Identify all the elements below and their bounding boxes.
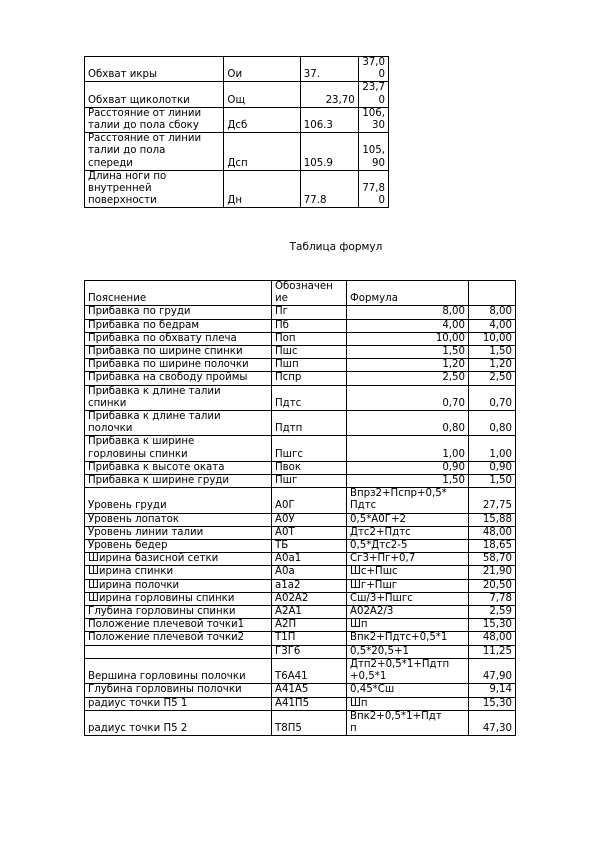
formula-row [85,592,516,605]
formula-row-formula: Впк2+Пдтс+0,5*1 [347,632,469,645]
formula-row-value: 0,70 [469,385,516,410]
formula-row [85,319,516,332]
formula-row [85,475,516,488]
measurement-label: Расстояние от линии талии до пола сбоку [85,107,224,132]
formula-row-symbol: Т1П [272,632,347,645]
formula-row-label [85,645,272,658]
measurement-symbol: Дн [224,170,300,208]
header-symbol: Обозначен ие [272,281,347,306]
measurement-row [85,57,389,82]
measurement-row [85,107,389,132]
measurement-value: 23,70 [300,82,358,107]
formula-row-value: 15,30 [469,619,516,632]
formula-row-label: Ширина полочки [85,579,272,592]
formula-row-label: Прибавка по ширине полочки [85,359,272,372]
formula-row [85,411,516,436]
formula-row-value: 58,70 [469,553,516,566]
formula-row-formula: 0,80 [347,411,469,436]
formula-row-formula: 8,00 [347,306,469,319]
formula-row-value: 48,00 [469,526,516,539]
formula-row-symbol: Т6А41 [272,658,347,683]
measurement-row [85,133,389,171]
header-value [469,281,516,306]
formula-row-value: 4,00 [469,319,516,332]
formula-row [85,461,516,474]
formula-row-label: Прибавка по груди [85,306,272,319]
formula-row-symbol: А0У [272,513,347,526]
formula-row-value: 20,50 [469,579,516,592]
formula-row-label: Прибавка к ширине горловины спинки [85,436,272,461]
formula-row-label: Прибавка к длине талии спинки [85,385,272,410]
formula-row-value: 2,59 [469,606,516,619]
formula-row-value: 21,90 [469,566,516,579]
formula-row-symbol: Пдтс [272,385,347,410]
formula-row-value: 10,00 [469,332,516,345]
formula-row-label: Вершина горловины полочки [85,658,272,683]
formula-row-value: 47,30 [469,710,516,735]
formula-row-formula: Шп [347,697,469,710]
formula-row-symbol: Пшг [272,475,347,488]
formula-row-formula: 10,00 [347,332,469,345]
header-formula: Формула [347,281,469,306]
formula-row-formula: 0,70 [347,385,469,410]
formula-row-label: Прибавка по ширине спинки [85,346,272,359]
formula-row [85,346,516,359]
formula-row-label: Ширина спинки [85,566,272,579]
formula-row-label: Ширина горловины спинки [85,592,272,605]
formula-row-value: 15,30 [469,697,516,710]
measurements-table [84,56,389,208]
formula-row-label: Ширина базисной сетки [85,553,272,566]
formula-row-symbol: а1а2 [272,579,347,592]
formula-row-value: 1,00 [469,436,516,461]
measurement-value-2: 23,7 0 [358,82,388,107]
formula-row-label: Прибавка к ширине груди [85,475,272,488]
formula-row [85,540,516,553]
measurement-value-2: 77,8 0 [358,170,388,208]
formula-row-symbol: Т8П5 [272,710,347,735]
formula-row-symbol: Поп [272,332,347,345]
formula-row-formula: Сг3+Пг+0,7 [347,553,469,566]
measurement-symbol: Ои [224,57,300,82]
measurement-value-2: 106, 30 [358,107,388,132]
formula-row-value: 1,50 [469,475,516,488]
formula-row-formula: 0,5*20,5+1 [347,645,469,658]
formula-row [85,513,516,526]
formula-row-formula: 1,20 [347,359,469,372]
formula-row-symbol: А41П5 [272,697,347,710]
formula-row-label: Положение плечевой точки2 [85,632,272,645]
formula-row [85,306,516,319]
formula-row [85,385,516,410]
measurement-value: 106.3 [300,107,358,132]
formula-row-formula: 1,50 [347,346,469,359]
formula-table [84,280,516,736]
formula-row-symbol: Пшгс [272,436,347,461]
measurement-label: Обхват икры [85,57,224,82]
formula-row-symbol: А2П [272,619,347,632]
measurement-value-2: 105, 90 [358,133,388,171]
formula-row-value: 47,90 [469,658,516,683]
formula-row-value: 0,90 [469,461,516,474]
formula-row-value: 9,14 [469,684,516,697]
measurement-value: 77.8 [300,170,358,208]
formula-row-label: Прибавка по обхвату плеча [85,332,272,345]
formula-row [85,632,516,645]
formula-row-formula: 0,45*Сш [347,684,469,697]
formula-row-value: 15,88 [469,513,516,526]
formula-row-value: 8,00 [469,306,516,319]
formula-row-value: 48,00 [469,632,516,645]
formula-row-value: 11,25 [469,645,516,658]
formula-row-formula: Впрз2+Пспр+0,5* Пдтс [347,488,469,513]
formula-row [85,579,516,592]
formula-row-label: Прибавка к длине талии полочки [85,411,272,436]
formula-row [85,553,516,566]
formula-row [85,645,516,658]
formula-row [85,332,516,345]
formula-row-label: Уровень линии талии [85,526,272,539]
formula-row-value: 27,75 [469,488,516,513]
measurement-row [85,82,389,107]
formula-row-label: Прибавка к высоте оката [85,461,272,474]
formula-row-symbol: А2А1 [272,606,347,619]
formula-row-formula: Впк2+0,5*1+Пдт п [347,710,469,735]
measurement-value-2: 37,0 0 [358,57,388,82]
measurement-value: 105.9 [300,133,358,171]
formula-row-formula: 0,5*Дтс2-5 [347,540,469,553]
formula-row-value: 1,50 [469,346,516,359]
formula-row [85,710,516,735]
formula-row-formula: Дтс2+Пдтс [347,526,469,539]
formula-row-formula: 1,00 [347,436,469,461]
formula-row-symbol: Пспр [272,372,347,385]
measurement-row [85,170,389,208]
formula-row-label: Уровень груди [85,488,272,513]
formula-row-symbol: Пшс [272,346,347,359]
formula-row-symbol: Пшп [272,359,347,372]
formula-row-value: 2,50 [469,372,516,385]
formula-row-label: Прибавка на свободу проймы [85,372,272,385]
formula-row-symbol: Г3Г6 [272,645,347,658]
formula-row-symbol: Пб [272,319,347,332]
formula-table-caption: Таблица формул [289,241,383,253]
formula-row-formula: Шс+Пшс [347,566,469,579]
formula-row [85,359,516,372]
formula-row-symbol: ТБ [272,540,347,553]
formula-row [85,697,516,710]
formula-row [85,619,516,632]
measurement-label: Обхват щиколотки [85,82,224,107]
formula-row-formula: Шг+Пшг [347,579,469,592]
formula-row-symbol: Пдтп [272,411,347,436]
formula-row-label: Глубина горловины спинки [85,606,272,619]
formula-row-formula: А02А2/3 [347,606,469,619]
formula-row-formula: 0,5*А0Г+2 [347,513,469,526]
formula-row-formula: Дтп2+0,5*1+Пдтп +0,5*1 [347,658,469,683]
formula-row [85,488,516,513]
formula-row-value: 0,80 [469,411,516,436]
formula-row-label: Глубина горловины полочки [85,684,272,697]
formula-row-label: Уровень лопаток [85,513,272,526]
formula-row-formula: 4,00 [347,319,469,332]
formula-row [85,372,516,385]
formula-row-symbol: А02А2 [272,592,347,605]
formula-row-symbol: А0Г [272,488,347,513]
formula-row [85,606,516,619]
formula-row-symbol: Пвок [272,461,347,474]
measurement-symbol: Дсп [224,133,300,171]
formula-row [85,684,516,697]
formula-row [85,436,516,461]
formula-row-value: 7,78 [469,592,516,605]
formula-table-header-row [85,281,516,306]
formula-row [85,566,516,579]
measurement-label: Длина ноги по внутренней поверхности [85,170,224,208]
measurement-symbol: Ощ [224,82,300,107]
measurement-value: 37. [300,57,358,82]
formula-row-symbol: Пг [272,306,347,319]
formula-row-formula: 2,50 [347,372,469,385]
formula-row-formula: Шп [347,619,469,632]
measurement-label: Расстояние от линии талии до пола спереди [85,133,224,171]
measurement-symbol: Дсб [224,107,300,132]
formula-row-label: радиус точки П5 1 [85,697,272,710]
formula-row-label: Прибавка по бедрам [85,319,272,332]
formula-row-value: 1,20 [469,359,516,372]
formula-row-symbol: А0а [272,566,347,579]
header-description: Пояснение [85,281,272,306]
formula-row-formula: 0,90 [347,461,469,474]
formula-row-label: Уровень бедер [85,540,272,553]
formula-row-label: радиус точки П5 2 [85,710,272,735]
formula-row [85,658,516,683]
formula-row-symbol: А0а1 [272,553,347,566]
formula-row-symbol: А0Т [272,526,347,539]
formula-row-value: 18,65 [469,540,516,553]
formula-row-label: Положение плечевой точки1 [85,619,272,632]
formula-row-symbol: А41А5 [272,684,347,697]
formula-row [85,526,516,539]
formula-row-formula: Сш/3+Пшгс [347,592,469,605]
formula-row-formula: 1,50 [347,475,469,488]
